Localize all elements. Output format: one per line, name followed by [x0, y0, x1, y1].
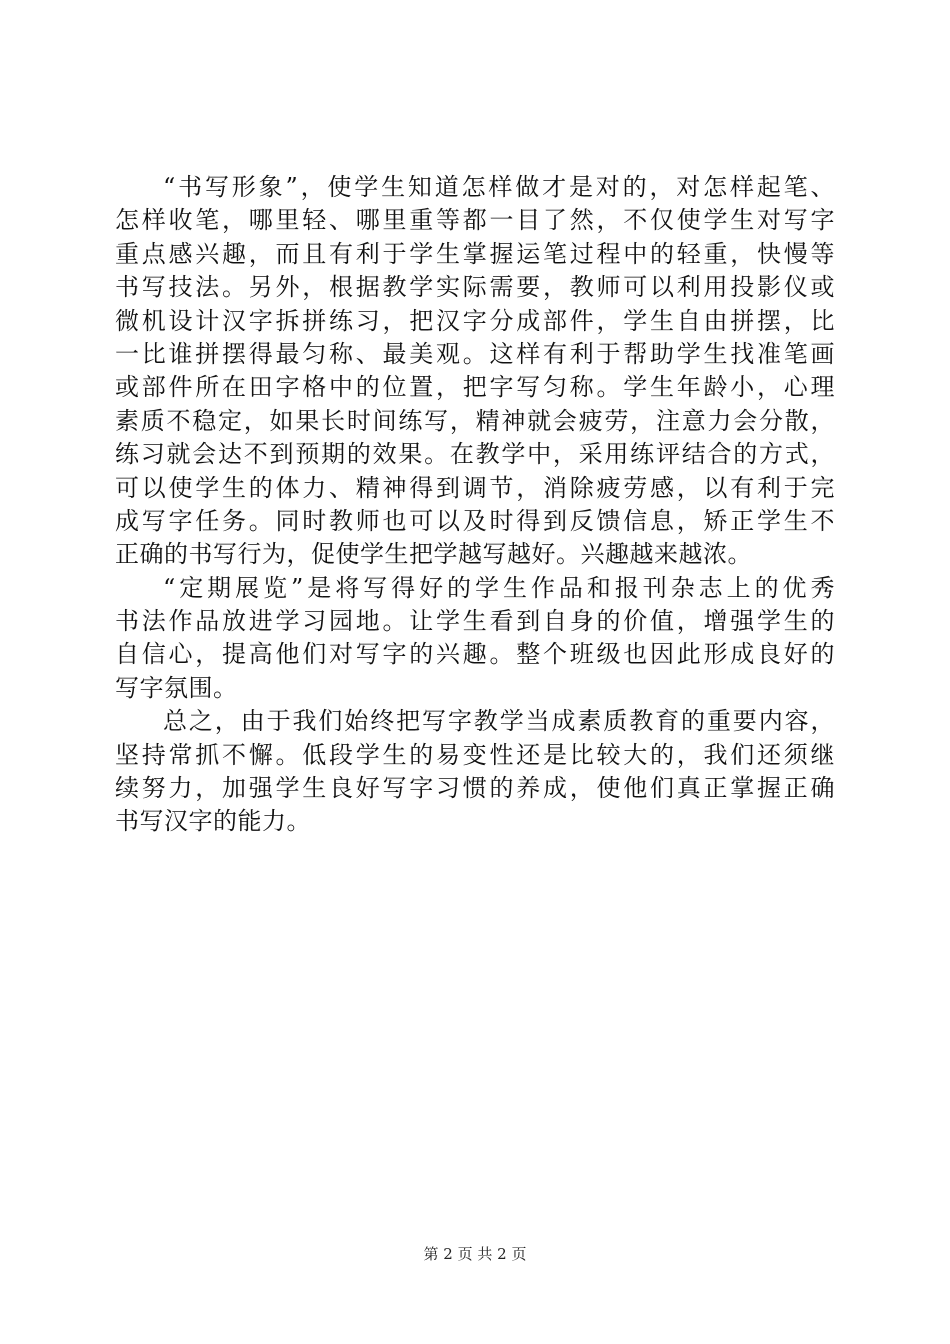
paragraph-line: 成写字任务。同时教师也可以及时得到反馈信息，矫正学生不 — [115, 506, 835, 535]
paragraph-line: 或部件所在田字格中的位置，把字写匀称。学生年龄小，心理 — [115, 373, 835, 402]
body-text — [115, 171, 835, 839]
paragraph-line: 书写技法。另外，根据教学实际需要，教师可以利用投影仪或 — [115, 273, 835, 302]
paragraph-line: 可以使学生的体力、精神得到调节，消除疲劳感，以有利于完 — [115, 473, 835, 502]
paragraph-line: 总之，由于我们始终把写字教学当成素质教育的重要内容， — [163, 707, 835, 736]
paragraph-line: 微机设计汉字拆拼练习，把汉字分成部件，学生自由拼摆，比 — [115, 306, 835, 335]
paragraph-line: 书法作品放进学习园地。让学生看到自身的价值，增强学生的 — [115, 607, 835, 636]
paragraph-line: 书写汉字的能力。 — [115, 807, 311, 836]
paragraph-line: 正确的书写行为，促使学生把学越写越好。兴趣越来越浓。 — [115, 540, 752, 569]
paragraph-line: “定期展览”是将写得好的学生作品和报刊杂志上的优秀 — [163, 573, 835, 602]
page-footer — [0, 1244, 950, 1264]
page-number-label: 第 2 页 共 2 页 — [423, 1245, 527, 1263]
paragraph-1 — [115, 171, 835, 572]
paragraph-line: 写字氛围。 — [115, 673, 238, 702]
paragraph-line: “书写形象”，使学生知道怎样做才是对的，对怎样起笔、 — [163, 173, 835, 201]
paragraph-line: 重点感兴趣，而且有利于学生掌握运笔过程中的轻重，快慢等 — [115, 239, 835, 268]
paragraph-line: 一比谁拼摆得最匀称、最美观。这样有利于帮助学生找准笔画 — [115, 339, 835, 368]
paragraph-line: 坚持常抓不懈。低段学生的易变性还是比较大的，我们还须继 — [115, 740, 835, 769]
paragraph-2 — [115, 572, 835, 706]
paragraph-3 — [115, 705, 835, 839]
paragraph-line: 素质不稳定，如果长时间练写，精神就会疲劳，注意力会分散， — [115, 406, 835, 435]
paragraph-line: 怎样收笔，哪里轻、哪里重等都一目了然，不仅使学生对写字 — [115, 206, 835, 235]
paragraph-line: 自信心，提高他们对写字的兴趣。整个班级也因此形成良好的 — [115, 640, 835, 669]
paragraph-line: 练习就会达不到预期的效果。在教学中，采用练评结合的方式， — [115, 440, 835, 469]
paragraph-line: 续努力，加强学生良好写字习惯的养成，使他们真正掌握正确 — [115, 774, 835, 803]
